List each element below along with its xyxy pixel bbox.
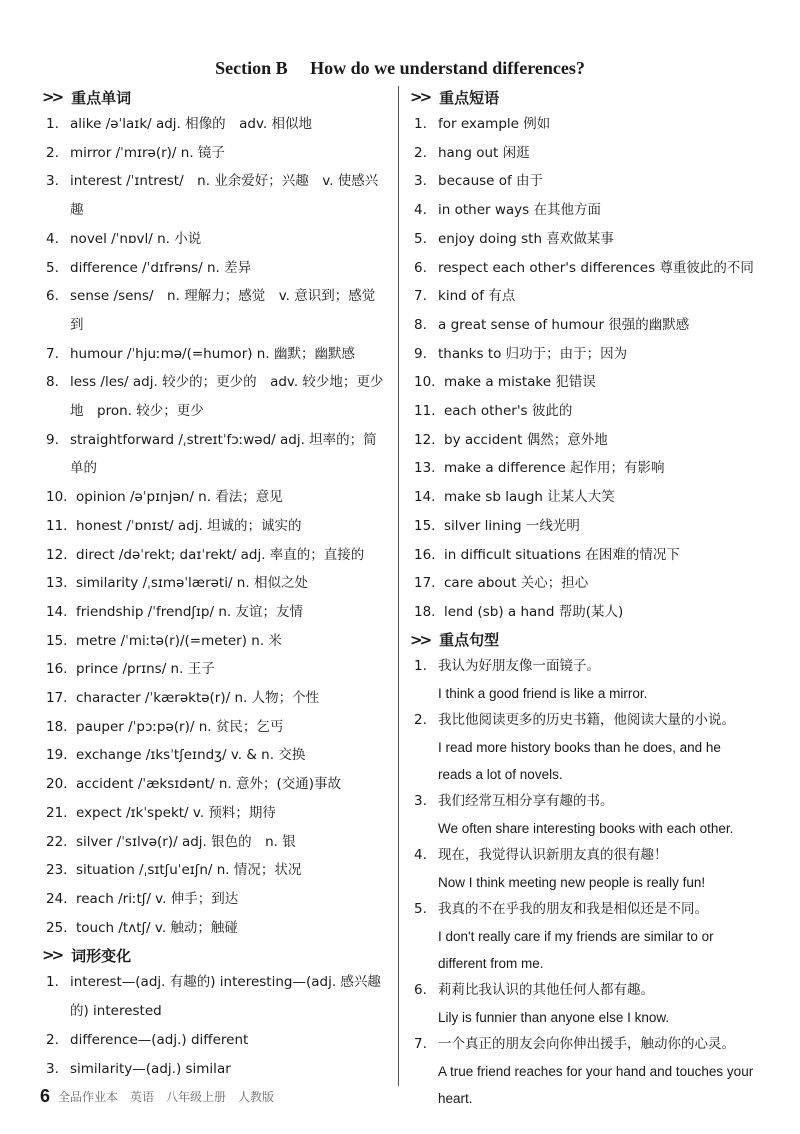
item-text: humour /ˈhjuːmə/(=humor) n. 幽默；幽默感 xyxy=(70,345,355,362)
vocab-item xyxy=(46,282,388,339)
item-number: 1. xyxy=(414,116,427,132)
item-number: 3. xyxy=(414,173,427,190)
item-number: 10. xyxy=(414,374,436,391)
item-number: 4. xyxy=(414,202,427,219)
item-text: character /ˈkærəktə(r)/ n. 人物；个性 xyxy=(76,690,320,707)
double-chevron-icon: >> xyxy=(42,88,62,106)
sentence-item xyxy=(414,896,754,977)
item-text: hang out 闲逛 xyxy=(438,144,530,161)
item-text: similarity /ˌsɪməˈlærəti/ n. 相似之处 xyxy=(76,575,308,592)
item-number: 6. xyxy=(46,288,59,305)
sentence-item xyxy=(414,842,754,896)
item-text: make a mistake 犯错误 xyxy=(444,374,596,391)
item-text: less /les/ adj. 较少的；更少的 adv. 较少地；更少地 pron. 较少；更少 xyxy=(70,374,384,420)
sentence-item xyxy=(414,1031,754,1112)
item-number: 13. xyxy=(46,575,68,592)
vocab-item xyxy=(46,110,388,139)
item-text: alike /əˈlaɪk/ adj. 相像的 adv. 相似地 xyxy=(70,116,313,132)
item-number: 2. xyxy=(46,144,59,161)
item-number: 9. xyxy=(46,431,59,448)
section-label: Section B xyxy=(215,58,288,78)
sentences-heading: >> 重点句型 xyxy=(410,630,500,650)
sentence-chinese: 我真的不在乎我的朋友和我是相似还是不同。 xyxy=(438,900,708,917)
vocab-heading: >> 重点单词 xyxy=(42,88,132,107)
item-number: 8. xyxy=(414,316,427,333)
item-number: 17. xyxy=(414,575,436,592)
vocab-item xyxy=(46,167,388,224)
footer-text: 全品作业本 英语 八年级上册 人教版 xyxy=(58,1090,275,1104)
item-number: 9. xyxy=(414,345,427,362)
vocab-item xyxy=(46,340,388,369)
item-text: sense /sens/ n. 理解力；感觉 v. 意识到；感觉到 xyxy=(70,288,376,333)
item-text: honest /ˈɒnɪst/ adj. 坦诚的；诚实的 xyxy=(76,517,302,534)
phrases-list xyxy=(414,110,754,627)
vocab-item xyxy=(46,828,388,857)
item-number: 14. xyxy=(414,489,436,506)
item-number: 12. xyxy=(414,431,436,448)
double-chevron-icon: >> xyxy=(410,630,430,649)
item-text: enjoy doing sth 喜欢做某事 xyxy=(438,230,614,247)
vocab-item xyxy=(46,713,388,742)
phrase-item xyxy=(414,340,754,369)
phrase-item xyxy=(414,282,754,311)
item-number: 19. xyxy=(46,747,68,764)
item-text: straightforward /ˌstreɪtˈfɔːwəd/ adj. 坦率的；简单的 xyxy=(70,431,377,477)
sentence-english: Lily is funnier than anyone else I know. xyxy=(438,1009,670,1025)
vocab-item xyxy=(46,684,388,713)
phrases-heading: >> 重点短语 xyxy=(410,88,500,107)
vocab-item xyxy=(46,741,388,770)
item-number: 8. xyxy=(46,374,59,391)
item-text: similarity—(adj.) similar xyxy=(70,1060,231,1077)
phrase-item xyxy=(414,311,754,340)
item-text: because of 由于 xyxy=(438,173,544,190)
sentence-chinese: 一个真正的朋友会向你伸出援手，触动你的心灵。 xyxy=(438,1035,735,1052)
item-text: lend (sb) a hand 帮助(某人) xyxy=(444,603,624,620)
item-number: 22. xyxy=(46,833,68,850)
item-text: interest—(adj. 有趣的) interesting—(adj. 感兴趣的) interested xyxy=(70,974,381,1020)
item-text: difference /ˈdɪfrəns/ n. 差异 xyxy=(70,259,252,276)
item-number: 14. xyxy=(46,603,68,620)
item-number: 7. xyxy=(414,1035,427,1052)
vocab-item xyxy=(46,254,388,283)
item-number: 5. xyxy=(414,900,427,917)
item-number: 15. xyxy=(414,517,436,534)
vocab-item xyxy=(46,770,388,799)
sentence-english: I think a good friend is like a mirror. xyxy=(438,685,648,701)
item-text: expect /ɪkˈspekt/ v. 预料；期待 xyxy=(76,804,276,821)
item-text: make sb laugh 让某人大笑 xyxy=(444,489,615,506)
item-number: 18. xyxy=(414,603,436,620)
phrase-item xyxy=(414,167,754,196)
item-number: 11. xyxy=(46,517,68,534)
section-topic: How do we understand differences? xyxy=(310,58,585,78)
forms-heading: >> 词形变化 xyxy=(42,946,132,965)
vocab-item xyxy=(46,856,388,885)
phrase-item xyxy=(414,110,754,139)
item-number: 21. xyxy=(46,804,68,821)
item-text: reach /riːtʃ/ v. 伸手；到达 xyxy=(76,890,239,907)
item-number: 3. xyxy=(414,792,427,809)
item-number: 16. xyxy=(46,661,68,678)
item-number: 7. xyxy=(414,288,427,305)
phrase-item xyxy=(414,512,754,541)
double-chevron-icon: >> xyxy=(410,88,430,106)
word-form-item xyxy=(46,1055,388,1084)
item-number: 18. xyxy=(46,718,68,735)
sentence-english: I don't really care if my friends are similar to or different from me. xyxy=(438,928,714,971)
item-number: 24. xyxy=(46,890,68,907)
item-text: friendship /ˈfrendʃɪp/ n. 友谊；友情 xyxy=(76,603,303,620)
item-number: 12. xyxy=(46,546,68,563)
item-number: 13. xyxy=(414,460,436,477)
item-number: 5. xyxy=(46,259,59,276)
item-text: metre /ˈmiːtə(r)/(=meter) n. 米 xyxy=(76,632,282,649)
vocab-item xyxy=(46,598,388,627)
right-column xyxy=(410,84,754,1112)
item-text: exchange /ɪksˈtʃeɪndʒ/ v. & n. 交换 xyxy=(76,747,306,764)
item-number: 20. xyxy=(46,776,68,793)
forms-list xyxy=(46,968,388,1083)
phrase-item xyxy=(414,541,754,570)
item-number: 1. xyxy=(46,974,59,991)
vocab-item xyxy=(46,368,388,425)
vocab-item xyxy=(46,541,388,570)
sentence-item xyxy=(414,977,754,1031)
left-column xyxy=(42,84,388,1083)
item-number: 4. xyxy=(46,230,59,247)
phrase-item xyxy=(414,598,754,627)
phrase-item xyxy=(414,225,754,254)
item-text: touch /tʌtʃ/ v. 触动；触碰 xyxy=(76,919,238,936)
item-number: 11. xyxy=(414,403,436,420)
item-text: mirror /ˈmɪrə(r)/ n. 镜子 xyxy=(70,144,225,161)
item-number: 6. xyxy=(414,259,427,276)
item-number: 6. xyxy=(414,981,427,998)
column-divider xyxy=(398,86,399,1086)
item-text: prince /prɪns/ n. 王子 xyxy=(76,661,215,678)
sentence-chinese: 我们经常互相分享有趣的书。 xyxy=(438,792,614,809)
item-number: 1. xyxy=(414,657,427,674)
item-number: 23. xyxy=(46,862,68,879)
sentence-english: A true friend reaches for your hand and touches your heart. xyxy=(438,1063,754,1106)
item-text: interest /ˈɪntrest/ n. 业余爱好；兴趣 v. 使感兴趣 xyxy=(70,173,379,219)
item-text: a great sense of humour 很强的幽默感 xyxy=(438,316,690,333)
item-text: by accident 偶然；意外地 xyxy=(444,431,608,448)
phrase-item xyxy=(414,368,754,397)
vocab-item xyxy=(46,655,388,684)
item-number: 7. xyxy=(46,345,59,362)
double-chevron-icon: >> xyxy=(42,946,62,965)
vocab-item xyxy=(46,426,388,483)
item-text: in difficult situations 在困难的情况下 xyxy=(444,546,680,563)
vocab-item xyxy=(46,914,388,943)
vocab-item xyxy=(46,225,388,254)
sentence-english: I read more history books than he does, and he reads a lot of novels. xyxy=(438,739,721,782)
item-text: pauper /ˈpɔːpə(r)/ n. 贫民；乞丐 xyxy=(76,718,284,735)
item-number: 15. xyxy=(46,632,68,649)
sentence-chinese: 我比他阅读更多的历史书籍，他阅读大量的小说。 xyxy=(438,711,735,728)
item-text: difference—(adj.) different xyxy=(70,1031,249,1048)
phrase-item xyxy=(414,397,754,426)
phrase-item xyxy=(414,426,754,455)
page-footer xyxy=(40,1086,274,1107)
item-text: make a difference 起作用；有影响 xyxy=(444,460,665,477)
item-text: accident /ˈæksɪdənt/ n. 意外；(交通)事故 xyxy=(76,776,342,793)
vocab-item xyxy=(46,139,388,168)
item-number: 25. xyxy=(46,919,68,936)
item-number: 2. xyxy=(414,711,427,728)
phrase-item xyxy=(414,569,754,598)
word-form-item xyxy=(46,968,388,1025)
item-number: 2. xyxy=(414,144,427,161)
item-number: 1. xyxy=(46,116,59,132)
vocab-item xyxy=(46,627,388,656)
item-text: in other ways 在其他方面 xyxy=(438,202,601,219)
phrase-item xyxy=(414,196,754,225)
sentence-english: We often share interesting books with each other. xyxy=(438,820,734,836)
item-text: direct /dəˈrekt; daɪˈrekt/ adj. 率直的；直接的 xyxy=(76,546,365,563)
sentence-item xyxy=(414,653,754,707)
sentence-chinese: 莉莉比我认识的其他任何人都有趣。 xyxy=(438,981,654,998)
item-number: 4. xyxy=(414,846,427,863)
page-number: 6 xyxy=(40,1086,51,1106)
sentence-item xyxy=(414,707,754,788)
item-text: novel /ˈnɒvl/ n. 小说 xyxy=(70,230,202,247)
item-number: 16. xyxy=(414,546,436,563)
sentence-english: Now I think meeting new people is really fun! xyxy=(438,874,706,890)
phrase-item xyxy=(414,483,754,512)
item-text: silver lining 一线光明 xyxy=(444,517,580,534)
sentence-chinese: 现在，我觉得认识新朋友真的很有趣！ xyxy=(438,846,668,863)
item-number: 3. xyxy=(46,1060,59,1077)
item-text: each other's 彼此的 xyxy=(444,403,573,420)
item-text: opinion /əˈpɪnjən/ n. 看法；意见 xyxy=(76,489,283,506)
sentence-item xyxy=(414,788,754,842)
item-text: respect each other's differences 尊重彼此的不同 xyxy=(438,259,754,276)
item-number: 3. xyxy=(46,173,59,190)
vocab-list xyxy=(46,110,388,942)
item-text: care about 关心；担心 xyxy=(444,575,589,592)
phrase-item xyxy=(414,454,754,483)
item-number: 17. xyxy=(46,690,68,707)
vocab-item xyxy=(46,885,388,914)
word-form-item xyxy=(46,1026,388,1055)
vocab-item xyxy=(46,569,388,598)
vocab-item xyxy=(46,512,388,541)
item-text: thanks to 归功于；由于；因为 xyxy=(438,345,628,362)
item-text: situation /ˌsɪtʃuˈeɪʃn/ n. 情况；状况 xyxy=(76,862,302,879)
item-text: kind of 有点 xyxy=(438,288,516,305)
item-text: silver /ˈsɪlvə(r)/ adj. 银色的 n. 银 xyxy=(76,833,296,850)
item-number: 2. xyxy=(46,1031,59,1048)
item-text: for example 例如 xyxy=(438,116,551,132)
item-number: 10. xyxy=(46,489,68,506)
sentences-list xyxy=(414,653,754,1112)
vocab-item xyxy=(46,799,388,828)
item-number: 5. xyxy=(414,230,427,247)
page-title xyxy=(0,58,800,79)
sentence-chinese: 我认为好朋友像一面镜子。 xyxy=(438,657,600,674)
phrase-item xyxy=(414,254,754,283)
vocab-item xyxy=(46,483,388,512)
phrase-item xyxy=(414,139,754,168)
